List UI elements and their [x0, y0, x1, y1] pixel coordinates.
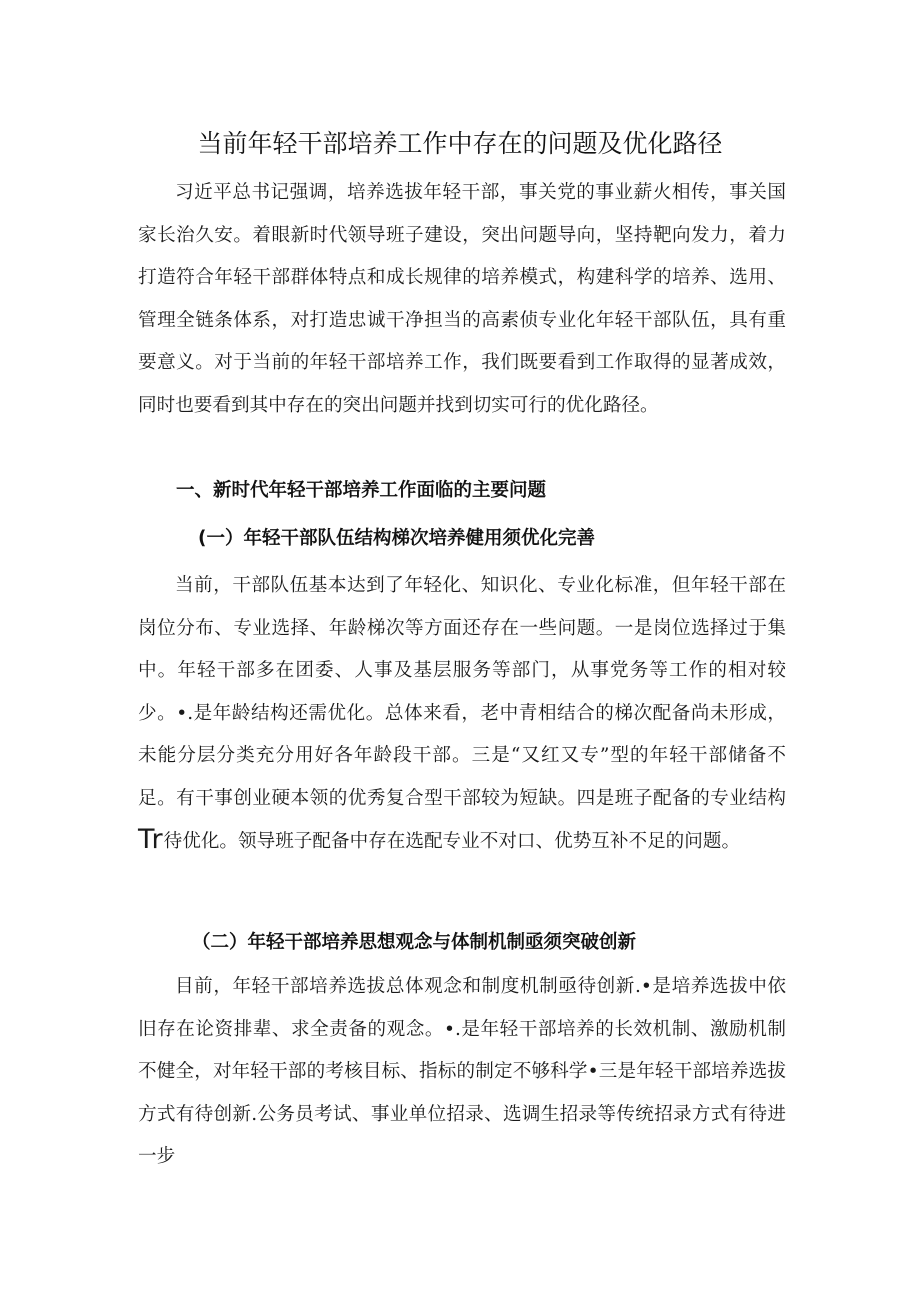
subsection-1-text-after: 待优化。领导班子配备中存在选配专业不对口、优势互补不足的问题。 [163, 830, 741, 852]
section-heading-1: 一、新时代年轻干部培养工作面临的主要问题 [176, 480, 547, 501]
subsection-heading-1: (一）年轻干部队伍结构梯次培养健用须优化完善 [198, 528, 595, 549]
subsection-heading-2: （二）年轻干部培养思想观念与体制机制亟须突破创新 [192, 932, 637, 953]
document-title: 当前年轻干部培养工作中存在的问题及优化路径 [197, 129, 723, 158]
subsection-1-ocr-glyph: Tr [138, 823, 164, 855]
subsection-1-paragraph [138, 565, 786, 863]
subsection-2-paragraph: 目前，年轻干部培养选拔总体观念和制度机制亟待创新.•是培养选拔中依旧存在论资排辈、求全责备的观念。•.是年轻干部培养的长效机制、激励机制不健全，对年轻干部的考核目标、指标的制定不够科学•三是年轻干部培养选拔方式有待创新.公务员考试、事业单位招录、选调生招录等传统招录方式有待进一步 [138, 976, 786, 1168]
intro-paragraph: 习近平总书记强调，培养选拔年轻干部，事关党的事业薪火相传，事关国家长治久安。着眼新时代领导班子建设，突出问题导向，坚持靶向发力，着力打造符合年轻干部群体特点和成长规律的培养模式，构建科学的培养、选用、管理全链条体系，对打造忠诚干净担当的高素侦专业化年轻干部队伍，具有重要意义。对于当前的年轻干部培养工作，我们既要看到工作取得的显著成效，同时也要看到其中存在的突出问题并找到切实可行的优化路径。 [138, 182, 786, 416]
subsection-1-text-before: 当前，干部队伍基本达到了年轻化、知识化、专业化标准，但年轻干部在岗位分布、专业选择、年龄梯次等方面还存在一些问题。一是岗位选择过于集中。年轻干部多在团委、人事及基层服务等部门，从事党务等工作的相对较少。•.是年龄结构还需优化。总体来看，老中青相结合的梯次配备尚未形成，未能分层分类充分用好各年龄段干部。三是“又红又专”型的年轻干部储备不足。有干事创业硬本领的优秀复合型干部较为短缺。四是班子配备的专业结构 [138, 575, 786, 809]
